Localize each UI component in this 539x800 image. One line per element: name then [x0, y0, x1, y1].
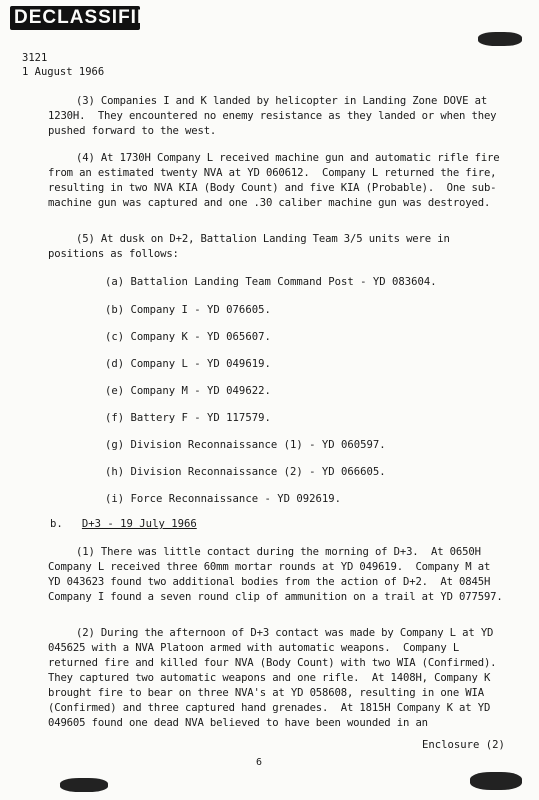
file-number: 3121: [22, 52, 48, 64]
position-item: (g) Division Reconnaissance (1) - YD 060597.: [105, 439, 386, 451]
section-b-heading: [50, 518, 197, 530]
position-item: (b) Company I - YD 076605.: [105, 304, 271, 316]
position-item: (d) Company L - YD 049619.: [105, 358, 271, 370]
document-date: 1 August 1966: [22, 66, 105, 78]
ink-smudge: [478, 32, 522, 46]
position-item: (c) Company K - YD 065607.: [105, 331, 271, 343]
paragraph-3: (3) Companies I and K landed by helicopter in Landing Zone DOVE at 1230H. They encountered no enemy resistance as they landed or when they pushed forward to the west.: [48, 95, 503, 137]
position-item: (e) Company M - YD 049622.: [105, 385, 271, 397]
position-item: (i) Force Reconnaissance - YD 092619.: [105, 493, 341, 505]
ink-smudge: [470, 772, 522, 790]
paragraph-b1: (1) There was little contact during the morning of D+3. At 0650H Company L received three 60mm mortar rounds at YD 049619. Company M at YD 043623 found two additional bodies from the action of D+2. At 0845H Company I found a seven round clip of ammunition on a trail at YD 077597.: [48, 546, 503, 603]
section-letter: b.: [50, 518, 63, 530]
paragraph-b2: (2) During the afternoon of D+3 contact was made by Company L at YD 045625 with a NVA Platoon armed with automatic weapons. Company L returned fire and killed four NVA (Body Count) with two WIA (Confirmed). They captured two automatic weapons and one rifle. At 1408H, Company K brought fire to bear on three NVA's at YD 058608, resulting in one WIA (Confirmed) and three captured hand grenades. At 1815H Company K at YD 049605 found one dead NVA believed to have been wounded in an: [48, 627, 509, 729]
position-item: (f) Battery F - YD 117579.: [105, 412, 271, 424]
declassified-stamp: DECLASSIFIED: [10, 6, 140, 30]
enclosure-label: Enclosure (2): [422, 739, 505, 751]
position-item: (a) Battalion Landing Team Command Post - YD 083604.: [105, 276, 437, 288]
section-title: D+3 - 19 July 1966: [81, 518, 197, 530]
paragraph-5: (5) At dusk on D+2, Battalion Landing Team 3/5 units were in positions as follows:: [48, 233, 456, 260]
paragraph-4: (4) At 1730H Company L received machine gun and automatic rifle fire from an estimated twenty NVA at YD 060612. Company L returned the fire, resulting in two NVA KIA (Body Count) and five KIA (Probable). One sub-machine gun was captured and one .30 caliber machine gun was destroyed.: [48, 152, 506, 209]
ink-smudge: [60, 778, 108, 792]
position-item: (h) Division Reconnaissance (2) - YD 066605.: [105, 466, 386, 478]
page-number: 6: [256, 757, 263, 768]
